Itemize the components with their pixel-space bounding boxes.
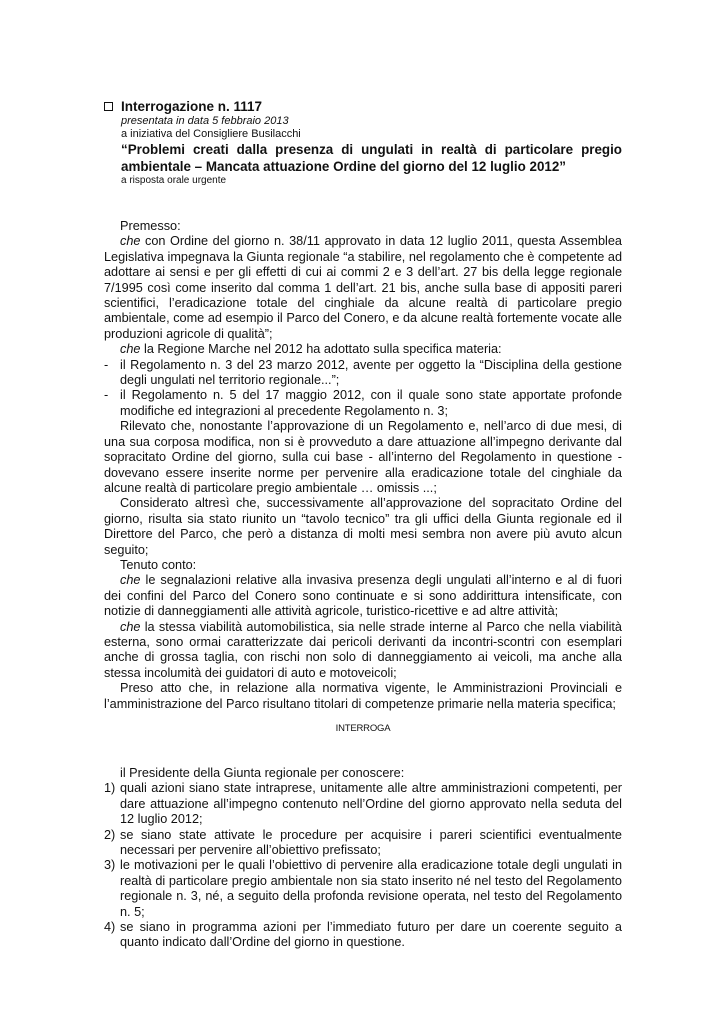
- regulation-list-item: [104, 358, 622, 389]
- question-number: 4): [104, 920, 116, 935]
- questions-intro: il Presidente della Giunta regionale per conoscere:: [120, 766, 405, 780]
- paragraph-text: la Regione Marche nel 2012 ha adottato sulla specifica materia:: [140, 342, 502, 357]
- questions-section: [104, 766, 622, 951]
- tenuto-paragraph: [104, 620, 622, 682]
- document-page: [104, 99, 622, 950]
- question-text: se siano state attivate le procedure per acquisire i pareri scientifici eventualmente necessari per pervenire all’obiettivo prefissato;: [120, 827, 622, 858]
- presentation-date: presentata in data 5 febbraio 2013: [121, 115, 289, 127]
- paragraph-text: la stessa viabilità automobilistica, sia nelle strade interne al Parco che nella viabilità esterna, sono ormai caratterizzate dai pericoli derivanti da incontri-scontri con esemplari anche di grossa taglia, con rischi non solo di danneggiamento ai veicoli, ma anche alla stessa incolumità dei guidatori di auto e motoveicoli;: [104, 619, 622, 680]
- paragraph-text: le segnalazioni relative alla invasiva presenza degli ungulati all’interno e al di fuori dei confini del Parco del Conero sono continuate e si sono addirittura intensificate, con notizie di danneggiamenti alle attività agricole, turistico-ricettive e ad altre attività;: [104, 573, 622, 619]
- question-item: [104, 781, 622, 827]
- premise-paragraph: [104, 234, 622, 342]
- paragraph-text: con Ordine del giorno n. 38/11 approvato in data 12 luglio 2011, questa Assemblea Legislativa impegnava la Giunta regionale “a stabilire, nel regolamento che è competente ad adottare ai sensi e per gli effetti di cui ai commi 2 e 3 dell’art. 27 bis della legge regionale 7/1995 così come inserito dal comma 1 dell’art. 21 bis, anche sulla base di appositi pareri scientifici, l’eradicazione totale del cinghiale da alcune realtà di particolare pregio ambientale, come ad esempio il Parco del Conero, e da alcune realtà fortemente vocate alle produzioni agricole di qualità”;: [104, 234, 622, 341]
- checkbox-icon: [104, 102, 113, 111]
- regulation-list-item: [104, 388, 622, 419]
- rilevato-paragraph: Rilevato che, nonostante l’approvazione di un Regolamento e, nell’arco di due mesi, di una sua corposa modifica, non si è provveduto a dare attuazione all’impegno derivante dal sopracitato Ordine del giorno, sulla cui base - all’interno del Regolamento in questione - dovevano essere inserite norme per pervenire alla eradicazione totale del cinghiale da alcune realtà di particolare pregio ambientale … omissis ...;: [104, 419, 622, 495]
- paragraph-lead: che: [120, 573, 141, 588]
- question-number: 3): [104, 858, 116, 873]
- question-item: [104, 828, 622, 859]
- premise-paragraph: [104, 342, 622, 357]
- tenuto-conto-heading: Tenuto conto:: [120, 557, 197, 572]
- interrogation-header: [104, 99, 622, 187]
- dash-bullet: -: [104, 357, 109, 372]
- list-item-text: il Regolamento n. 3 del 23 marzo 2012, avente per oggetto la “Disciplina della gestione degli ungulati nel territorio regionale...”;: [120, 357, 622, 388]
- premesso-heading: Premesso:: [120, 219, 181, 233]
- question-item: [104, 858, 622, 920]
- question-item: [104, 920, 622, 951]
- paragraph-lead: che: [120, 234, 141, 249]
- interroga-heading: INTERROGA: [335, 723, 391, 734]
- considerato-paragraph: Considerato altresì che, successivamente all’approvazione del sopracitato Ordine del giorno, risulta sia stato riunito un “tavolo tecnico” tra gli uffici della Giunta regionale ed il Direttore del Parco, che però a distanza di molti mesi sembra non avere più avuto alcun seguito;: [104, 496, 622, 557]
- paragraph-lead: che: [120, 619, 141, 634]
- list-item-text: il Regolamento n. 5 del 17 maggio 2012, con il quale sono state apportate profonde modifiche ed integrazioni al precedente Regolamento n. 3;: [120, 388, 622, 418]
- tenuto-paragraph: [104, 573, 622, 619]
- paragraph-lead: che: [120, 342, 141, 357]
- question-text: quali azioni siano state intraprese, unitamente alle altre amministrazioni competenti, per dare attuazione all’impegno contenuto nell’Ordine del giorno approvato nella seduta del 12 luglio 2012;: [120, 781, 622, 827]
- question-text: le motivazioni per le quali l’obiettivo di pervenire alla eradicazione totale degli ungulati in realtà di particolare pregio ambientale non sia stato inserito né nel testo del Regolamento regionale n. 3, né, a seguito della profonda revisione operata, nel testo del Regolamento n. 5;: [120, 858, 622, 919]
- question-number: 1): [104, 781, 116, 796]
- initiative-line: a iniziativa del Consigliere Busilacchi: [121, 128, 301, 140]
- preso-atto-paragraph: Preso atto che, in relazione alla normativa vigente, le Amministrazioni Provinciali e l’amministrazione del Parco risultano titolari di competenze primarie nella materia specifica;: [104, 681, 622, 711]
- question-text: se siano in programma azioni per l’immediato futuro per dare un coerente seguito a quanto indicato dall’Ordine del giorno in questione.: [120, 920, 622, 950]
- question-number: 2): [104, 827, 116, 842]
- interrogation-title: Interrogazione n. 1117: [121, 99, 263, 114]
- response-type: a risposta orale urgente: [121, 175, 227, 186]
- dash-bullet: -: [104, 388, 109, 403]
- interrogation-subject: “Problemi creati dalla presenza di ungulati in realtà di particolare pregio ambientale – Mancata attuazione Ordine del giorno del 12 luglio 2012”: [121, 142, 622, 174]
- premises-section: [104, 219, 622, 712]
